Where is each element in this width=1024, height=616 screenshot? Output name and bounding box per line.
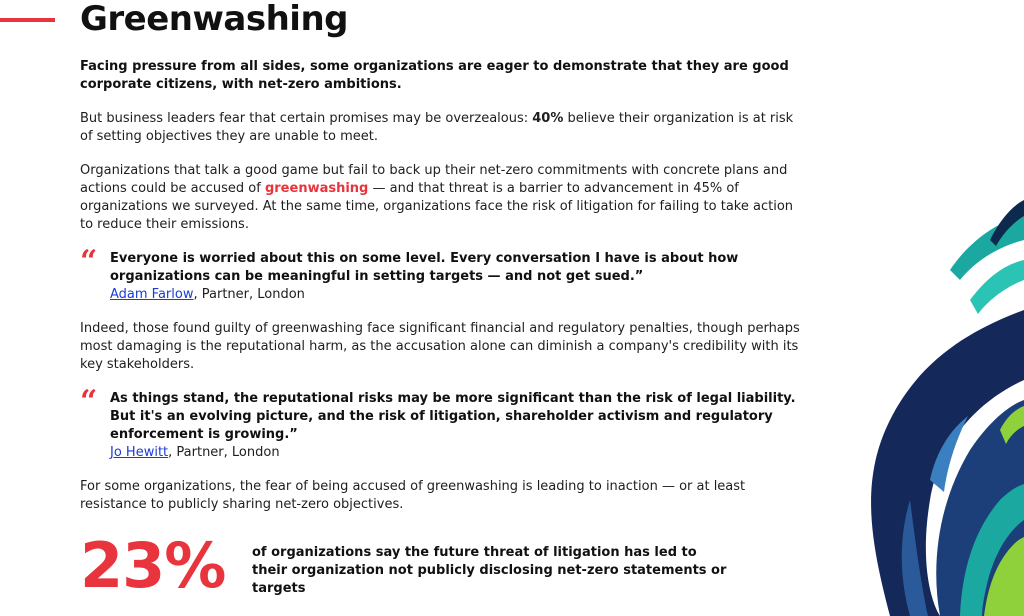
statistic-value: 23% — [80, 529, 226, 602]
paragraph-inaction: For some organizations, the fear of being accused of greenwashing is leading to inaction — or at least resistance to publicly sharing net-zero objectives. — [80, 479, 746, 512]
quote-text: As things stand, the reputational risks may be more significant than the risk of legal liability. But it's an evolving picture, and the risk of litigation, shareholder activism and regulatory enforcement is growing.” — [110, 391, 796, 442]
paragraph-text: believe their organization is at risk of setting objectives they are unable to meet. — [80, 111, 794, 144]
inline-statistic: 40% — [532, 111, 564, 126]
lead-paragraph: Facing pressure from all sides, some organizations are eager to demonstrate that they are good corporate citizens, with net-zero ambitions. — [80, 59, 789, 92]
quote-mark-icon: “ — [80, 244, 98, 279]
title-accent-rule — [0, 18, 55, 22]
brush-stroke-artwork — [850, 180, 1024, 616]
paragraph-text: Organizations that talk a good game but fail to back up their net-zero commitments with concrete plans and actions could be accused of — [80, 163, 788, 196]
author-link-jo-hewitt[interactable]: Jo Hewitt — [110, 445, 169, 460]
quote-mark-icon: “ — [80, 384, 98, 419]
paragraph-overzealous — [80, 110, 808, 146]
statistic-callout — [80, 528, 780, 608]
quote-text: Everyone is worried about this on some level. Every conversation I have is about how organizations can be meaningful in setting targets — and not get sued.” — [110, 251, 739, 284]
paragraph-text: But business leaders fear that certain promises may be overzealous: — [80, 111, 533, 126]
paragraph-text: — and that threat is a barrier to advancement in 45% of organizations we surveyed. At the same time, organizations face the risk of litigation for failing to take action to reduce their emissions. — [80, 181, 794, 232]
pull-quote-farlow — [80, 244, 808, 304]
quote-attribution — [110, 286, 808, 304]
quote-attribution — [110, 444, 808, 462]
paragraph-greenwashing — [80, 162, 808, 234]
author-link-adam-farlow[interactable]: Adam Farlow — [110, 287, 194, 302]
author-role: , Partner, London — [193, 287, 305, 302]
paragraph-penalties: Indeed, those found guilty of greenwashing face significant financial and regulatory penalties, though perhaps most damaging is the reputational harm, as the accusation alone can diminish a company's credibility with its key stakeholders. — [80, 321, 800, 372]
article-body — [80, 58, 808, 514]
pull-quote-hewitt — [80, 384, 808, 462]
page-title: Greenwashing — [80, 0, 348, 39]
statistic-description: of organizations say the future threat of litigation has led to their organization not publicly disclosing net-zero statements or targets — [252, 545, 727, 596]
author-role: , Partner, London — [168, 445, 280, 460]
highlighted-term: greenwashing — [264, 181, 369, 196]
